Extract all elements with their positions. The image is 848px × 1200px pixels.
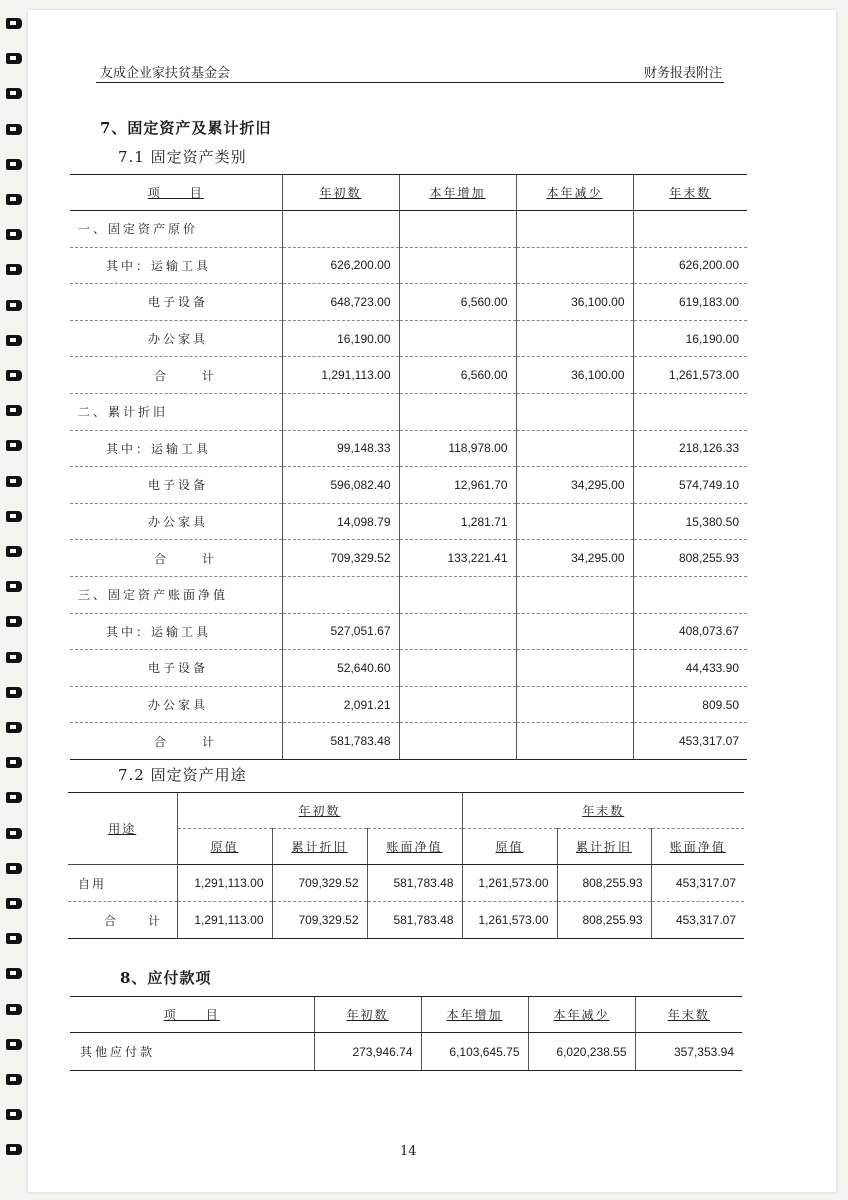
- row-label: 合 计: [68, 902, 177, 939]
- column-header: 年初数: [282, 175, 399, 211]
- binding-ring: [6, 792, 22, 803]
- table-cell: 16,190.00: [633, 320, 747, 357]
- table-row: [70, 723, 747, 760]
- table-cell: 36,100.00: [516, 357, 633, 394]
- table-cell: 1,261,573.00: [633, 357, 747, 394]
- table-row: [70, 211, 747, 248]
- table-cell: [399, 576, 516, 613]
- section-7-1-title: 7.1 固定资产类别: [118, 148, 247, 166]
- binding-ring: [6, 264, 22, 275]
- table-cell: [282, 393, 399, 430]
- table-cell: 574,749.10: [633, 467, 747, 504]
- table-cell: 709,329.52: [272, 865, 367, 902]
- binding-ring: [6, 1004, 22, 1015]
- table-cell: [516, 393, 633, 430]
- row-label: 合 计: [70, 723, 282, 760]
- spiral-binding: [6, 18, 28, 1188]
- table-cell: 6,560.00: [399, 284, 516, 321]
- table-cell: 453,317.07: [633, 723, 747, 760]
- row-label: 合 计: [70, 540, 282, 577]
- table-row: [70, 357, 747, 394]
- row-label: 电子设备: [70, 284, 282, 321]
- table-cell: 581,783.48: [367, 902, 462, 939]
- table-header-row: [70, 175, 747, 211]
- binding-ring: [6, 616, 22, 627]
- binding-ring: [6, 863, 22, 874]
- table-cell: [516, 723, 633, 760]
- binding-ring: [6, 1144, 22, 1155]
- table-cell: 453,317.07: [651, 865, 744, 902]
- column-header: 账面净值: [367, 829, 462, 865]
- table-cell: 34,295.00: [516, 540, 633, 577]
- binding-ring: [6, 1039, 22, 1050]
- section-7-2-title: 7.2 固定资产用途: [118, 766, 247, 784]
- binding-ring: [6, 335, 22, 346]
- binding-ring: [6, 370, 22, 381]
- column-header: 累计折旧: [272, 829, 367, 865]
- table-row: [70, 613, 747, 650]
- table-cell: 2,091.21: [282, 686, 399, 723]
- column-header: 本年增加: [399, 175, 516, 211]
- table-cell: [633, 576, 747, 613]
- row-label: 其中：运输工具: [70, 247, 282, 284]
- table-cell: 1,291,113.00: [177, 865, 272, 902]
- table-cell: [399, 247, 516, 284]
- row-label: 其他应付款: [70, 1033, 314, 1071]
- fixed-asset-usage-table: [68, 792, 744, 939]
- table-cell: [516, 576, 633, 613]
- table-cell: [516, 430, 633, 467]
- binding-ring: [6, 968, 22, 979]
- column-header: 账面净值: [651, 829, 744, 865]
- table-cell: 626,200.00: [633, 247, 747, 284]
- row-label: 自用: [68, 865, 177, 902]
- table-cell: 453,317.07: [651, 902, 744, 939]
- row-label: 其中：运输工具: [70, 613, 282, 650]
- table-cell: 133,221.41: [399, 540, 516, 577]
- column-header: 项 目: [70, 997, 314, 1033]
- row-label: 三、固定资产账面净值: [70, 576, 282, 613]
- section-8-title: 8、应付款项: [120, 969, 212, 987]
- table-cell: [282, 576, 399, 613]
- table-cell: 626,200.00: [282, 247, 399, 284]
- binding-ring: [6, 476, 22, 487]
- row-label: 合 计: [70, 357, 282, 394]
- table-cell: 408,073.67: [633, 613, 747, 650]
- table-row: [70, 1033, 742, 1071]
- table-cell: 709,329.52: [272, 902, 367, 939]
- column-header: 原值: [462, 829, 557, 865]
- table-row: [70, 467, 747, 504]
- table-row: [70, 393, 747, 430]
- table-cell: [633, 211, 747, 248]
- table-cell: 6,560.00: [399, 357, 516, 394]
- table-cell: 36,100.00: [516, 284, 633, 321]
- row-label: 电子设备: [70, 650, 282, 687]
- table-header-row: [70, 997, 742, 1033]
- column-header: 原值: [177, 829, 272, 865]
- table-row: [70, 284, 747, 321]
- table-cell: [399, 211, 516, 248]
- table-cell: [399, 686, 516, 723]
- table-cell: 34,295.00: [516, 467, 633, 504]
- row-header-usage: 用途: [68, 793, 177, 865]
- table-cell: [399, 320, 516, 357]
- table-row: [70, 650, 747, 687]
- document-type: 财务报表附注: [643, 66, 722, 81]
- table-cell: 596,082.40: [282, 467, 399, 504]
- table-row: [70, 576, 747, 613]
- table-cell: [399, 613, 516, 650]
- binding-ring: [6, 828, 22, 839]
- column-header: 本年增加: [421, 997, 528, 1033]
- table-header-row: [68, 793, 744, 829]
- table-cell: 1,281.71: [399, 503, 516, 540]
- table-row: [68, 865, 744, 902]
- table-cell: 14,098.79: [282, 503, 399, 540]
- table-cell: [282, 211, 399, 248]
- column-header: 年末数: [635, 997, 742, 1033]
- binding-ring: [6, 687, 22, 698]
- binding-ring: [6, 300, 22, 311]
- binding-ring: [6, 88, 22, 99]
- table-row: [70, 430, 747, 467]
- row-label: 办公家具: [70, 686, 282, 723]
- table-cell: [516, 247, 633, 284]
- column-header: 项 目: [70, 175, 282, 211]
- table-cell: 16,190.00: [282, 320, 399, 357]
- binding-ring: [6, 933, 22, 944]
- table-cell: 273,946.74: [314, 1033, 421, 1071]
- binding-ring: [6, 124, 22, 135]
- row-label: 办公家具: [70, 503, 282, 540]
- column-header: 年初数: [314, 997, 421, 1033]
- table-cell: 6,103,645.75: [421, 1033, 528, 1071]
- binding-ring: [6, 159, 22, 170]
- table-cell: 809.50: [633, 686, 747, 723]
- table-cell: 648,723.00: [282, 284, 399, 321]
- table-row: [70, 320, 747, 357]
- table-cell: 581,783.48: [367, 865, 462, 902]
- binding-ring: [6, 194, 22, 205]
- table-cell: 581,783.48: [282, 723, 399, 760]
- binding-ring: [6, 53, 22, 64]
- fixed-asset-category-table: [70, 174, 747, 760]
- table-row: [68, 902, 744, 939]
- table-cell: 218,126.33: [633, 430, 747, 467]
- table-cell: 12,961.70: [399, 467, 516, 504]
- table-row: [70, 503, 747, 540]
- table-cell: [516, 613, 633, 650]
- table-cell: 99,148.33: [282, 430, 399, 467]
- table-cell: 1,291,113.00: [282, 357, 399, 394]
- table-cell: 1,261,573.00: [462, 902, 557, 939]
- table-cell: 808,255.93: [633, 540, 747, 577]
- table-row: [70, 686, 747, 723]
- table-cell: 709,329.52: [282, 540, 399, 577]
- table-cell: [399, 393, 516, 430]
- binding-ring: [6, 898, 22, 909]
- table-cell: [633, 393, 747, 430]
- column-header: 累计折旧: [557, 829, 651, 865]
- binding-ring: [6, 229, 22, 240]
- organization-name: 友成企业家扶贫基金会: [100, 66, 231, 81]
- column-header: 本年减少: [516, 175, 633, 211]
- table-cell: 52,640.60: [282, 650, 399, 687]
- table-cell: [516, 503, 633, 540]
- table-cell: 527,051.67: [282, 613, 399, 650]
- group-header-ending: 年末数: [462, 793, 744, 829]
- binding-ring: [6, 722, 22, 733]
- row-label: 二、累计折旧: [70, 393, 282, 430]
- table-cell: [399, 723, 516, 760]
- binding-ring: [6, 546, 22, 557]
- column-header: 年末数: [633, 175, 747, 211]
- section-7-title: 7、固定资产及累计折旧: [100, 119, 272, 137]
- table-cell: [399, 650, 516, 687]
- table-cell: [516, 686, 633, 723]
- table-cell: 619,183.00: [633, 284, 747, 321]
- table-row: [70, 247, 747, 284]
- payables-table: [70, 996, 742, 1071]
- row-label: 电子设备: [70, 467, 282, 504]
- table-cell: 808,255.93: [557, 902, 651, 939]
- binding-ring: [6, 1109, 22, 1120]
- page-number: 14: [400, 1144, 417, 1159]
- table-cell: [516, 650, 633, 687]
- table-cell: [516, 211, 633, 248]
- row-label: 其中：运输工具: [70, 430, 282, 467]
- row-label: 一、固定资产原价: [70, 211, 282, 248]
- table-cell: 44,433.90: [633, 650, 747, 687]
- binding-ring: [6, 1074, 22, 1085]
- binding-ring: [6, 18, 22, 29]
- binding-ring: [6, 440, 22, 451]
- table-cell: 6,020,238.55: [528, 1033, 635, 1071]
- table-cell: 357,353.94: [635, 1033, 742, 1071]
- table-row: [70, 540, 747, 577]
- table-cell: 1,291,113.00: [177, 902, 272, 939]
- group-header-beginning: 年初数: [177, 793, 462, 829]
- binding-ring: [6, 757, 22, 768]
- binding-ring: [6, 511, 22, 522]
- table-cell: 15,380.50: [633, 503, 747, 540]
- row-label: 办公家具: [70, 320, 282, 357]
- column-header: 本年减少: [528, 997, 635, 1033]
- binding-ring: [6, 581, 22, 592]
- binding-ring: [6, 652, 22, 663]
- header-rule: [96, 82, 724, 83]
- table-cell: 118,978.00: [399, 430, 516, 467]
- table-cell: 1,261,573.00: [462, 865, 557, 902]
- table-cell: [516, 320, 633, 357]
- table-cell: 808,255.93: [557, 865, 651, 902]
- binding-ring: [6, 405, 22, 416]
